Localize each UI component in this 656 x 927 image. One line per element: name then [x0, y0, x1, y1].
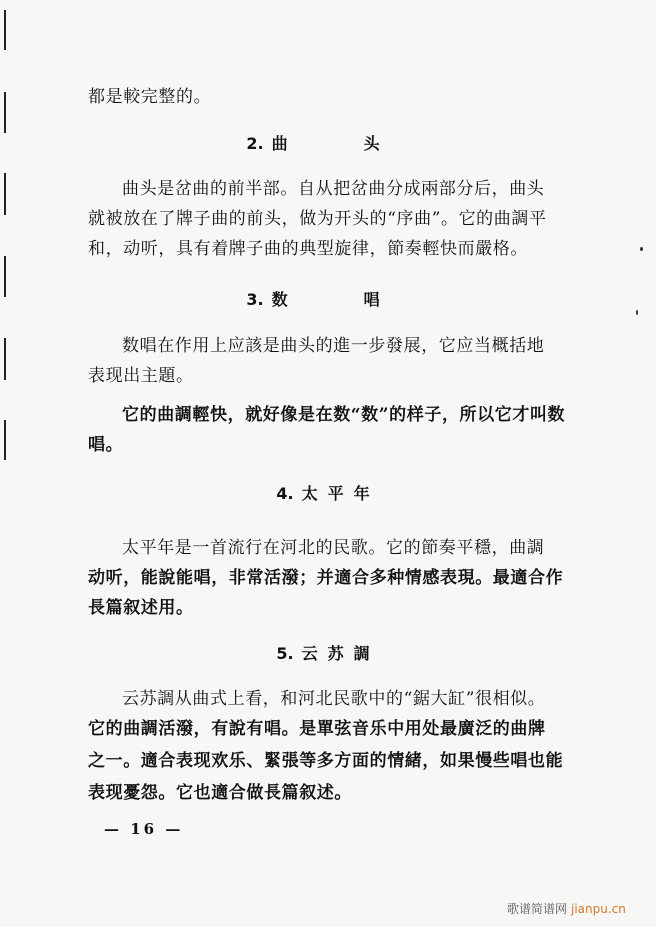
paragraph-line: 数唱在作用上应該是曲头的進一步發展，它应当概括地	[122, 336, 545, 356]
margin-bar	[4, 92, 6, 133]
paragraph-line: 長篇叙述用。	[88, 598, 194, 618]
section-number: 3.	[246, 290, 264, 309]
paragraph-line: 曲头是岔曲的前半部。自从把岔曲分成兩部分后，曲头	[122, 179, 545, 199]
paragraph-line: 表现憂怨。它也適合做長篇叙述。	[88, 783, 352, 803]
paragraph-line: 唱。	[88, 435, 124, 455]
page-number: — 16 —	[104, 820, 184, 838]
paragraph-line: 就被放在了牌子曲的前头，做为开头的“序曲”。它的曲調平	[88, 209, 547, 229]
watermark-site-name: 歌谱简谱网	[507, 902, 568, 916]
carry-over-line: 都是較完整的。	[88, 87, 212, 107]
margin-bar	[4, 10, 6, 50]
section-number: 2.	[246, 134, 264, 153]
section-heading-3	[0, 289, 656, 311]
section-number: 5.	[276, 644, 294, 663]
section-title: 曲 头	[271, 134, 410, 153]
margin-bar	[4, 173, 6, 215]
section-heading-2	[0, 133, 656, 155]
margin-bar	[4, 420, 6, 460]
margin-bar	[4, 338, 6, 380]
paragraph-line: 它的曲調輕快，就好像是在数“数”的样子，所以它才叫数	[122, 405, 566, 425]
paragraph-line: 太平年是一首流行在河北的民歌。它的節奏平穩，曲調	[122, 538, 545, 558]
section-title: 云苏調	[301, 644, 380, 663]
section-heading-5	[0, 643, 656, 665]
paragraph-line: 云苏調从曲式上看，和河北民歌中的“鋸大缸”很相似。	[122, 689, 546, 709]
section-title: 太平年	[301, 484, 380, 503]
paragraph-line: 表现出主題。	[88, 366, 194, 386]
paragraph-line: 它的曲調活潑，有說有唱。是單弦音乐中用处最廣泛的曲牌	[88, 719, 546, 739]
paragraph-line: 之一。適合表现欢乐、緊張等多方面的情緒，如果慢些唱也能	[88, 751, 564, 771]
paragraph-line: 动听，能說能唱，非常活潑；并適合多种情感表現。最適合作	[88, 568, 564, 588]
section-number: 4.	[276, 484, 294, 503]
section-title: 数 唱	[271, 290, 410, 309]
watermark-domain: jianpu.cn	[571, 902, 626, 916]
paragraph-line: 和，动听，具有着牌子曲的典型旋律，節奏輕快而嚴格。	[88, 239, 528, 259]
watermark	[507, 900, 626, 917]
section-heading-4	[0, 483, 656, 505]
